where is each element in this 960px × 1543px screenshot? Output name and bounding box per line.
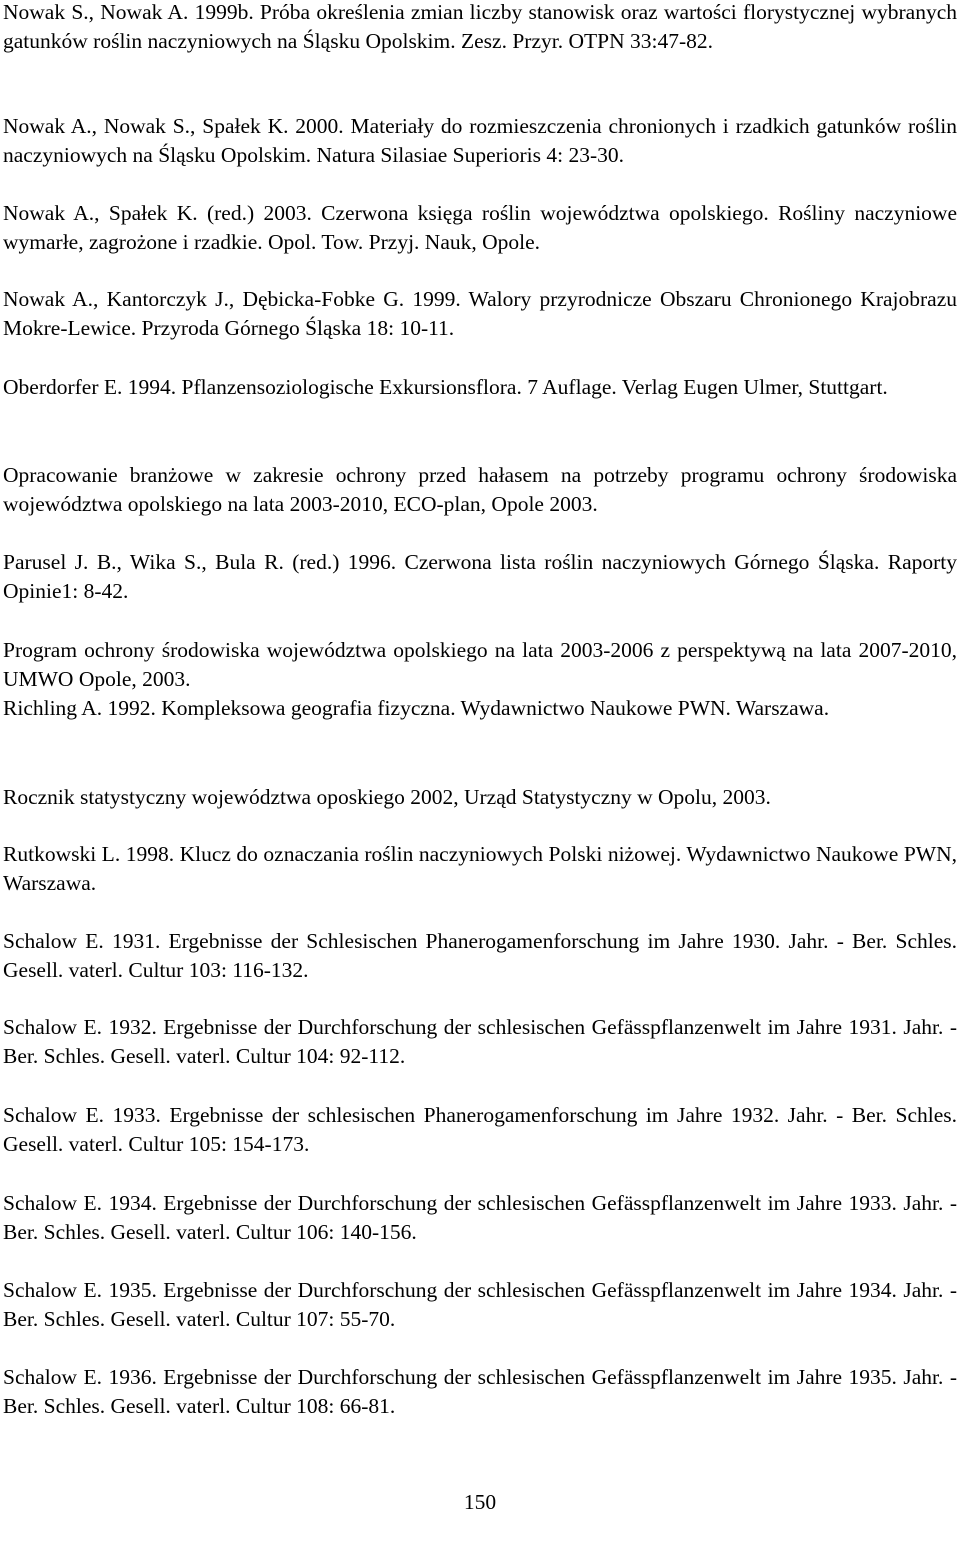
reference-entry: Parusel J. B., Wika S., Bula R. (red.) 1996. Czerwona lista roślin naczyniowych Górnego Śląska. Raporty Opinie1: 8-42. — [3, 550, 957, 603]
reference-entry: Richling A. 1992. Kompleksowa geografia fizyczna. Wydawnictwo Naukowe PWN. Warszawa. — [3, 696, 830, 720]
reference-entry: Schalow E. 1936. Ergebnisse der Durchforschung der schlesischen Gefässpflanzenwelt im Jahre 1935. Jahr. - Ber. Schles. Gesell. vaterl. Cultur 108: 66-81. — [3, 1365, 957, 1418]
reference-entry: Schalow E. 1935. Ergebnisse der Durchforschung der schlesischen Gefässpflanzenwelt im Jahre 1934. Jahr. - Ber. Schles. Gesell. vaterl. Cultur 107: 55-70. — [3, 1278, 957, 1331]
reference-entry: Schalow E. 1931. Ergebnisse der Schlesischen Phanerogamenforschung im Jahre 1930. Jahr. - Ber. Schles. Gesell. vaterl. Cultur 103: 116-132. — [3, 929, 957, 982]
reference-entry: Opracowanie branżowe w zakresie ochrony przed hałasem na potrzeby programu ochrony środowiska województwa opolskiego na lata 2003-2010, ECO-plan, Opole 2003. — [3, 463, 957, 516]
reference-entry: Rutkowski L. 1998. Klucz do oznaczania roślin naczyniowych Polski niżowej. Wydawnictwo Naukowe PWN, Warszawa. — [3, 842, 957, 895]
reference-entry: Schalow E. 1934. Ergebnisse der Durchforschung der schlesischen Gefässpflanzenwelt im Jahre 1933. Jahr. - Ber. Schles. Gesell. vaterl. Cultur 106: 140-156. — [3, 1191, 957, 1244]
reference-entry: Schalow E. 1933. Ergebnisse der schlesischen Phanerogamenforschung im Jahre 1932. Jahr. - Ber. Schles. Gesell. vaterl. Cultur 105: 154-173. — [3, 1103, 957, 1156]
reference-entry: Nowak A., Nowak S., Spałek K. 2000. Materiały do rozmieszczenia chronionych i rzadkich gatunków roślin naczyniowych na Śląsku Opolskim. Natura Silasiae Superioris 4: 23-30. — [3, 114, 957, 167]
reference-entry: Nowak S., Nowak A. 1999b. Próba określenia zmian liczby stanowisk oraz wartości florystycznej wybranych gatunków roślin naczyniowych na Śląsku Opolskim. Zesz. Przyr. OTPN 33:47-82. — [3, 0, 957, 53]
reference-entry: Schalow E. 1932. Ergebnisse der Durchforschung der schlesischen Gefässpflanzenwelt im Jahre 1931. Jahr. - Ber. Schles. Gesell. vaterl. Cultur 104: 92-112. — [3, 1015, 957, 1068]
page-number: 150 — [463, 1490, 497, 1514]
reference-entry: Program ochrony środowiska województwa opolskiego na lata 2003-2006 z perspektywą na lata 2007-2010, UMWO Opole, 2003. — [3, 638, 957, 691]
reference-entry: Oberdorfer E. 1994. Pflanzensoziologische Exkursionsflora. 7 Auflage. Verlag Eugen Ulmer, Stuttgart. — [3, 375, 888, 399]
reference-entry: Rocznik statystyczny województwa oposkiego 2002, Urząd Statystyczny w Opolu, 2003. — [3, 785, 771, 809]
reference-entry: Nowak A., Kantorczyk J., Dębicka-Fobke G. 1999. Walory przyrodnicze Obszaru Chronionego Krajobrazu Mokre-Lewice. Przyroda Górnego Śląska 18: 10-11. — [3, 287, 957, 340]
reference-entry: Nowak A., Spałek K. (red.) 2003. Czerwona księga roślin województwa opolskiego. Rośliny naczyniowe wymarłe, zagrożone i rzadkie. Opol. Tow. Przyj. Nauk, Opole. — [3, 201, 957, 254]
